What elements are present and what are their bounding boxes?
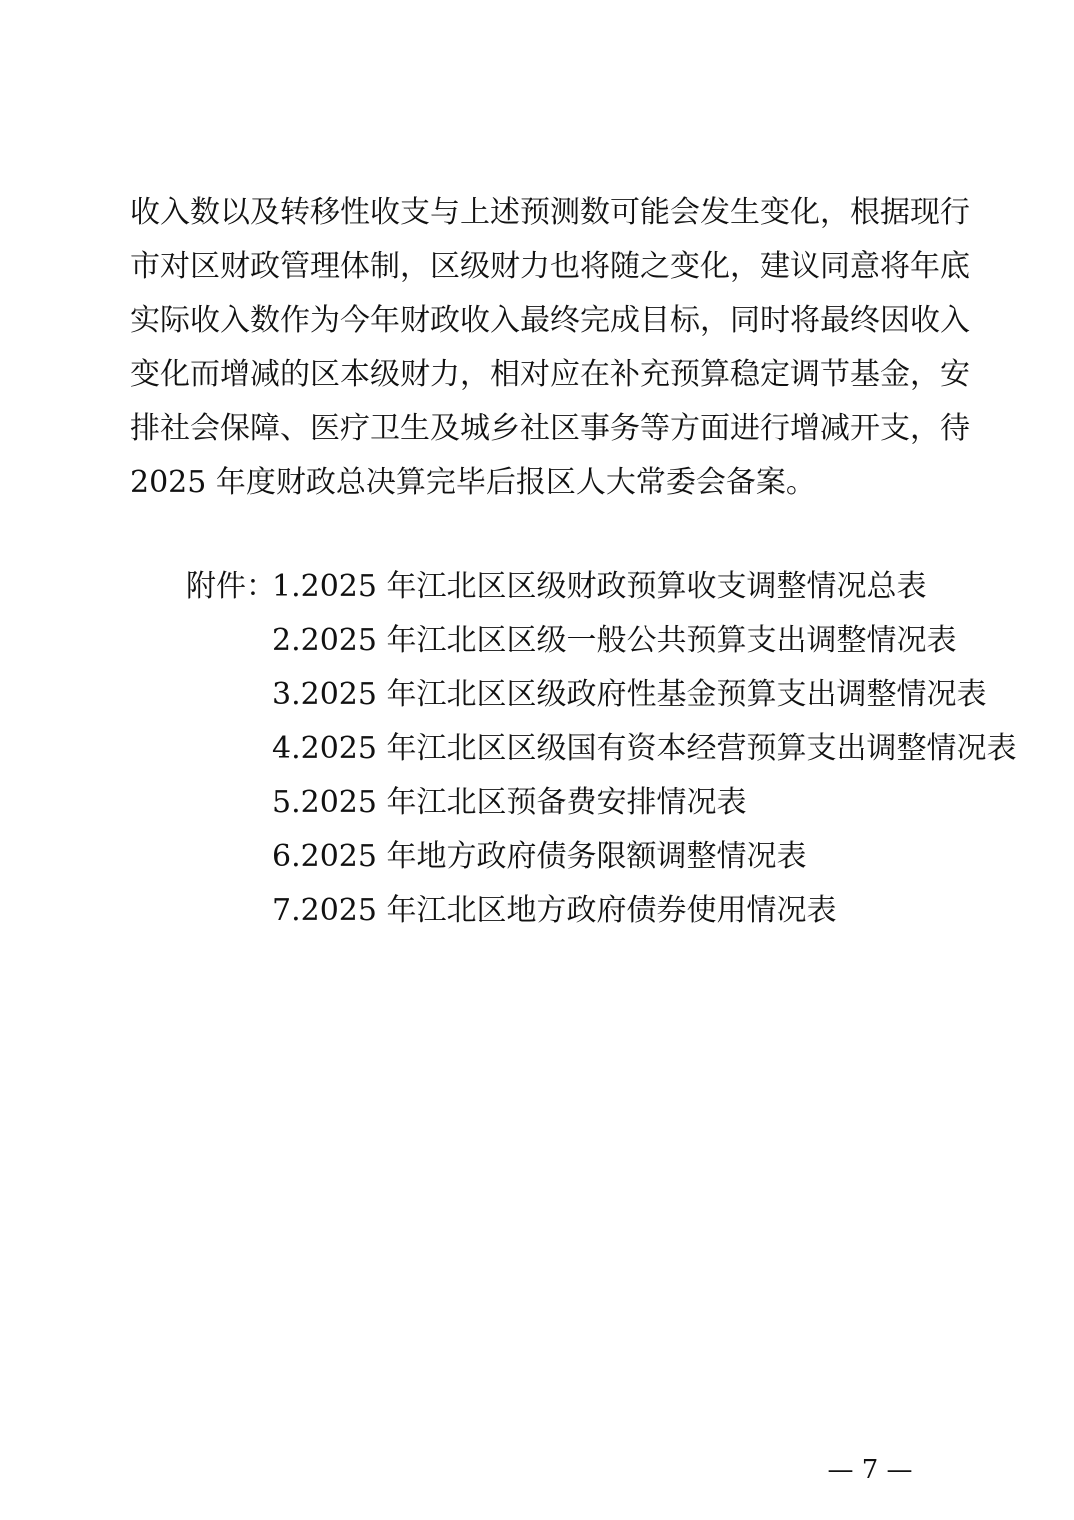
attachment-item [186,830,946,884]
attachment-title: 2.2025 年江北区区级一般公共预算支出调整情况表 [272,623,957,658]
page-number: — 7 — [827,1455,913,1485]
attachment-item [186,614,957,668]
attachment-title: 1.2025 年江北区区级财政预算收支调整情况总表 [272,569,927,604]
attachment-item [186,776,946,830]
attachment-title: 4.2025 年江北区区级国有资本经营预算支出调整情况表 [272,731,1017,766]
attachment-item [186,668,987,722]
attachment-title: 6.2025 年地方政府债务限额调整情况表 [272,839,807,874]
attachment-title: 3.2025 年江北区区级政府性基金预算支出调整情况表 [272,677,987,712]
attachment-item [186,560,946,614]
attachments-label: 附件： [186,569,276,604]
paragraph-line: 实际收入数作为今年财政收入最终完成目标，同时将最终因收入 [130,303,970,338]
paragraph-line: 收入数以及转移性收支与上述预测数可能会发生变化，根据现行 [130,195,970,230]
paragraph-line: 2025 年度财政总决算完毕后报区人大常委会备案。 [130,465,816,500]
attachment-item [186,722,1017,776]
paragraph-line: 市对区财政管理体制，区级财力也将随之变化，建议同意将年底 [130,249,970,284]
attachment-title: 5.2025 年江北区预备费安排情况表 [272,785,747,820]
body-paragraph [130,186,970,510]
paragraph-line: 排社会保障、医疗卫生及城乡社区事务等方面进行增减开支，待 [130,411,970,446]
attachment-item [186,884,946,938]
attachments-list [186,560,1017,938]
paragraph-line: 变化而增减的区本级财力，相对应在补充预算稳定调节基金，安 [130,357,970,392]
attachment-title: 7.2025 年江北区地方政府债券使用情况表 [272,893,837,928]
